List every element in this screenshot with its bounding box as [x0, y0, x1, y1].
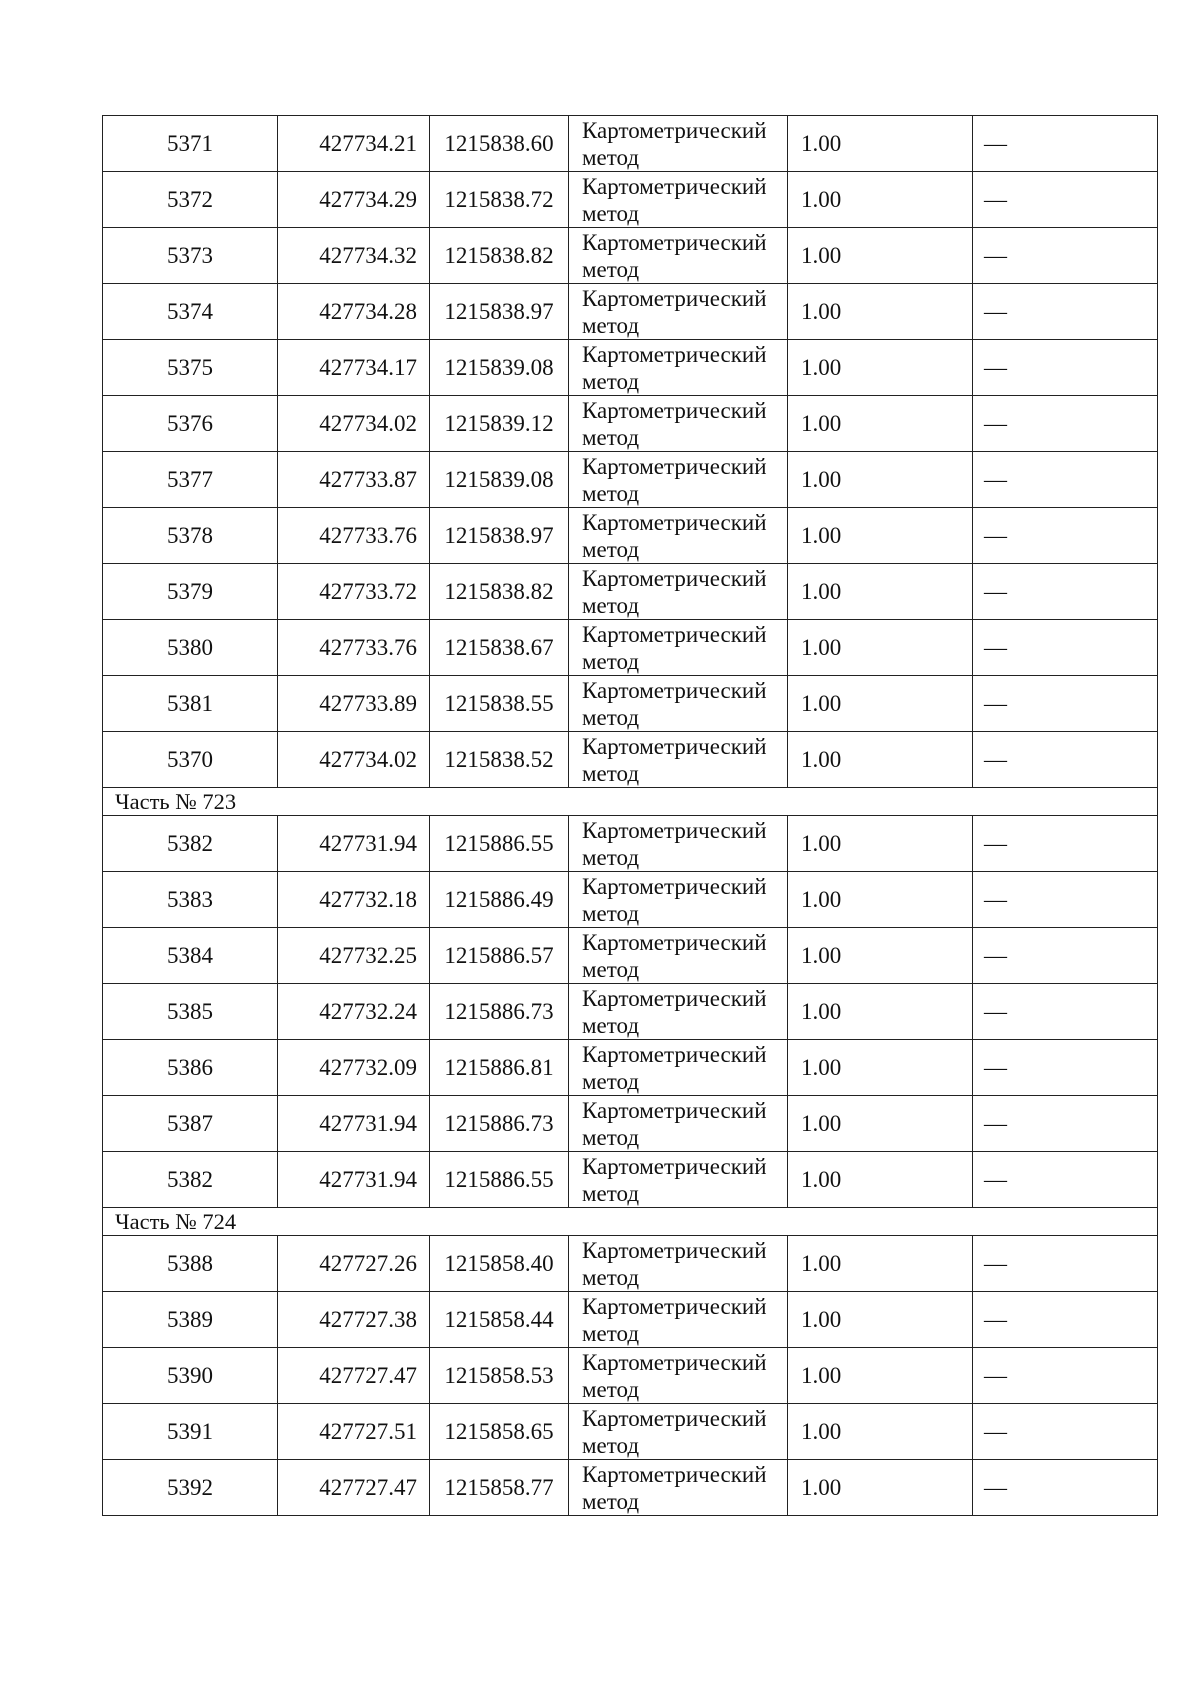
y-coordinate-cell: 1215886.55 — [430, 816, 569, 872]
x-coordinate-cell: 427734.32 — [278, 228, 430, 284]
table-row — [103, 872, 1158, 928]
coordinates-table-body — [103, 116, 1158, 1516]
y-coordinate-cell: 1215886.49 — [430, 872, 569, 928]
method-text-line1: Картометрический — [582, 453, 767, 479]
method-text-line2: метод — [582, 648, 640, 674]
accuracy-cell: 1.00 — [788, 1348, 973, 1404]
accuracy-cell: 1.00 — [788, 340, 973, 396]
point-number-cell: 5381 — [103, 676, 278, 732]
y-coordinate-cell: 1215838.52 — [430, 732, 569, 788]
method-text-line1: Картометрический — [582, 1041, 767, 1067]
method-text-line1: Картометрический — [582, 117, 767, 143]
point-number-cell: 5372 — [103, 172, 278, 228]
method-text-line2: метод — [582, 1432, 640, 1458]
description-cell: — — [973, 816, 1158, 872]
method-text-line1: Картометрический — [582, 397, 767, 423]
method-cell — [569, 172, 788, 228]
x-coordinate-cell: 427727.38 — [278, 1292, 430, 1348]
y-coordinate-cell: 1215886.57 — [430, 928, 569, 984]
accuracy-cell: 1.00 — [788, 620, 973, 676]
point-number-cell: 5392 — [103, 1460, 278, 1516]
method-text-line2: метод — [582, 1376, 640, 1402]
method-text-line2: метод — [582, 760, 640, 786]
description-cell: — — [973, 1096, 1158, 1152]
description-cell: — — [973, 1152, 1158, 1208]
y-coordinate-cell: 1215886.73 — [430, 1096, 569, 1152]
table-row — [103, 1236, 1158, 1292]
x-coordinate-cell: 427734.17 — [278, 340, 430, 396]
method-cell — [569, 284, 788, 340]
point-number-cell: 5385 — [103, 984, 278, 1040]
point-number-cell: 5371 — [103, 116, 278, 172]
y-coordinate-cell: 1215858.77 — [430, 1460, 569, 1516]
table-row — [103, 732, 1158, 788]
method-text-line2: метод — [582, 256, 640, 282]
point-number-cell: 5387 — [103, 1096, 278, 1152]
description-cell: — — [973, 732, 1158, 788]
method-text-line2: метод — [582, 144, 640, 170]
description-cell: — — [973, 1292, 1158, 1348]
method-cell — [569, 452, 788, 508]
y-coordinate-cell: 1215838.82 — [430, 564, 569, 620]
section-title: Часть № 724 — [103, 1208, 1158, 1236]
method-text-line2: метод — [582, 480, 640, 506]
method-cell — [569, 732, 788, 788]
accuracy-cell: 1.00 — [788, 1404, 973, 1460]
x-coordinate-cell: 427732.18 — [278, 872, 430, 928]
y-coordinate-cell: 1215838.55 — [430, 676, 569, 732]
method-text-line1: Картометрический — [582, 173, 767, 199]
method-cell — [569, 1152, 788, 1208]
x-coordinate-cell: 427732.25 — [278, 928, 430, 984]
y-coordinate-cell: 1215838.72 — [430, 172, 569, 228]
table-row — [103, 1152, 1158, 1208]
accuracy-cell: 1.00 — [788, 1460, 973, 1516]
point-number-cell: 5379 — [103, 564, 278, 620]
y-coordinate-cell: 1215886.55 — [430, 1152, 569, 1208]
description-cell: — — [973, 1348, 1158, 1404]
method-text-line1: Картометрический — [582, 1293, 767, 1319]
x-coordinate-cell: 427734.28 — [278, 284, 430, 340]
method-text-line1: Картометрический — [582, 1405, 767, 1431]
method-text-line2: метод — [582, 1264, 640, 1290]
x-coordinate-cell: 427732.09 — [278, 1040, 430, 1096]
method-cell — [569, 1460, 788, 1516]
accuracy-cell: 1.00 — [788, 928, 973, 984]
point-number-cell: 5389 — [103, 1292, 278, 1348]
method-text-line1: Картометрический — [582, 929, 767, 955]
accuracy-cell: 1.00 — [788, 676, 973, 732]
method-cell — [569, 396, 788, 452]
y-coordinate-cell: 1215838.82 — [430, 228, 569, 284]
description-cell: — — [973, 452, 1158, 508]
method-text-line2: метод — [582, 1068, 640, 1094]
y-coordinate-cell: 1215886.73 — [430, 984, 569, 1040]
x-coordinate-cell: 427733.87 — [278, 452, 430, 508]
method-cell — [569, 1404, 788, 1460]
accuracy-cell: 1.00 — [788, 172, 973, 228]
method-text-line2: метод — [582, 1180, 640, 1206]
method-cell — [569, 1040, 788, 1096]
table-row — [103, 1404, 1158, 1460]
method-cell — [569, 340, 788, 396]
point-number-cell: 5388 — [103, 1236, 278, 1292]
method-text-line1: Картометрический — [582, 733, 767, 759]
point-number-cell: 5391 — [103, 1404, 278, 1460]
y-coordinate-cell: 1215838.67 — [430, 620, 569, 676]
method-text-line2: метод — [582, 200, 640, 226]
method-cell — [569, 1096, 788, 1152]
description-cell: — — [973, 396, 1158, 452]
y-coordinate-cell: 1215838.60 — [430, 116, 569, 172]
table-row — [103, 816, 1158, 872]
point-number-cell: 5390 — [103, 1348, 278, 1404]
y-coordinate-cell: 1215838.97 — [430, 508, 569, 564]
method-cell — [569, 1292, 788, 1348]
accuracy-cell: 1.00 — [788, 872, 973, 928]
description-cell: — — [973, 284, 1158, 340]
method-text-line2: метод — [582, 1488, 640, 1514]
table-row — [103, 340, 1158, 396]
description-cell: — — [973, 872, 1158, 928]
y-coordinate-cell: 1215858.65 — [430, 1404, 569, 1460]
table-row — [103, 284, 1158, 340]
accuracy-cell: 1.00 — [788, 508, 973, 564]
table-row — [103, 396, 1158, 452]
description-cell: — — [973, 984, 1158, 1040]
method-text-line2: метод — [582, 536, 640, 562]
point-number-cell: 5383 — [103, 872, 278, 928]
description-cell: — — [973, 1236, 1158, 1292]
method-cell — [569, 116, 788, 172]
method-cell — [569, 676, 788, 732]
accuracy-cell: 1.00 — [788, 452, 973, 508]
method-cell — [569, 984, 788, 1040]
y-coordinate-cell: 1215858.40 — [430, 1236, 569, 1292]
section-header-row — [103, 1208, 1158, 1236]
description-cell: — — [973, 1404, 1158, 1460]
accuracy-cell: 1.00 — [788, 116, 973, 172]
method-text-line1: Картометрический — [582, 1349, 767, 1375]
x-coordinate-cell: 427733.72 — [278, 564, 430, 620]
method-text-line2: метод — [582, 956, 640, 982]
accuracy-cell: 1.00 — [788, 984, 973, 1040]
x-coordinate-cell: 427731.94 — [278, 1096, 430, 1152]
point-number-cell: 5384 — [103, 928, 278, 984]
point-number-cell: 5376 — [103, 396, 278, 452]
method-cell — [569, 1348, 788, 1404]
method-text-line1: Картометрический — [582, 817, 767, 843]
description-cell: — — [973, 340, 1158, 396]
x-coordinate-cell: 427727.47 — [278, 1460, 430, 1516]
table-row — [103, 452, 1158, 508]
x-coordinate-cell: 427734.21 — [278, 116, 430, 172]
section-header-row — [103, 788, 1158, 816]
point-number-cell: 5374 — [103, 284, 278, 340]
table-row — [103, 928, 1158, 984]
method-text-line2: метод — [582, 424, 640, 450]
method-cell — [569, 872, 788, 928]
y-coordinate-cell: 1215858.44 — [430, 1292, 569, 1348]
point-number-cell: 5373 — [103, 228, 278, 284]
accuracy-cell: 1.00 — [788, 564, 973, 620]
method-text-line1: Картометрический — [582, 1237, 767, 1263]
description-cell: — — [973, 228, 1158, 284]
method-text-line2: метод — [582, 1320, 640, 1346]
table-row — [103, 1292, 1158, 1348]
table-row — [103, 676, 1158, 732]
method-text-line1: Картометрический — [582, 621, 767, 647]
accuracy-cell: 1.00 — [788, 1236, 973, 1292]
method-cell — [569, 228, 788, 284]
accuracy-cell: 1.00 — [788, 1096, 973, 1152]
method-text-line2: метод — [582, 844, 640, 870]
description-cell: — — [973, 1040, 1158, 1096]
y-coordinate-cell: 1215886.81 — [430, 1040, 569, 1096]
table-row — [103, 508, 1158, 564]
method-text-line2: метод — [582, 592, 640, 618]
x-coordinate-cell: 427727.26 — [278, 1236, 430, 1292]
x-coordinate-cell: 427733.76 — [278, 620, 430, 676]
point-number-cell: 5375 — [103, 340, 278, 396]
table-row — [103, 1040, 1158, 1096]
y-coordinate-cell: 1215839.08 — [430, 452, 569, 508]
x-coordinate-cell: 427734.02 — [278, 732, 430, 788]
section-title: Часть № 723 — [103, 788, 1158, 816]
table-row — [103, 228, 1158, 284]
description-cell: — — [973, 172, 1158, 228]
method-text-line1: Картометрический — [582, 229, 767, 255]
method-text-line2: метод — [582, 704, 640, 730]
description-cell: — — [973, 116, 1158, 172]
x-coordinate-cell: 427733.89 — [278, 676, 430, 732]
method-text-line1: Картометрический — [582, 873, 767, 899]
description-cell: — — [973, 676, 1158, 732]
method-cell — [569, 816, 788, 872]
method-text-line2: метод — [582, 368, 640, 394]
description-cell: — — [973, 564, 1158, 620]
method-text-line1: Картометрический — [582, 341, 767, 367]
point-number-cell: 5382 — [103, 1152, 278, 1208]
method-text-line1: Картометрический — [582, 985, 767, 1011]
table-row — [103, 1096, 1158, 1152]
x-coordinate-cell: 427733.76 — [278, 508, 430, 564]
accuracy-cell: 1.00 — [788, 284, 973, 340]
point-number-cell: 5377 — [103, 452, 278, 508]
accuracy-cell: 1.00 — [788, 1040, 973, 1096]
accuracy-cell: 1.00 — [788, 1292, 973, 1348]
method-text-line1: Картометрический — [582, 509, 767, 535]
coordinates-table — [102, 115, 1158, 1516]
method-text-line1: Картометрический — [582, 1097, 767, 1123]
point-number-cell: 5380 — [103, 620, 278, 676]
point-number-cell: 5378 — [103, 508, 278, 564]
point-number-cell: 5386 — [103, 1040, 278, 1096]
table-row — [103, 620, 1158, 676]
method-text-line1: Картометрический — [582, 677, 767, 703]
accuracy-cell: 1.00 — [788, 228, 973, 284]
description-cell: — — [973, 1460, 1158, 1516]
method-text-line1: Картометрический — [582, 285, 767, 311]
x-coordinate-cell: 427732.24 — [278, 984, 430, 1040]
method-text-line1: Картометрический — [582, 565, 767, 591]
table-row — [103, 1348, 1158, 1404]
x-coordinate-cell: 427727.51 — [278, 1404, 430, 1460]
method-cell — [569, 620, 788, 676]
table-row — [103, 984, 1158, 1040]
method-text-line2: метод — [582, 1012, 640, 1038]
accuracy-cell: 1.00 — [788, 816, 973, 872]
x-coordinate-cell: 427727.47 — [278, 1348, 430, 1404]
method-cell — [569, 928, 788, 984]
method-cell — [569, 564, 788, 620]
table-row — [103, 172, 1158, 228]
description-cell: — — [973, 508, 1158, 564]
table-row — [103, 1460, 1158, 1516]
method-text-line2: метод — [582, 900, 640, 926]
description-cell: — — [973, 928, 1158, 984]
method-cell — [569, 1236, 788, 1292]
method-cell — [569, 508, 788, 564]
y-coordinate-cell: 1215839.08 — [430, 340, 569, 396]
point-number-cell: 5370 — [103, 732, 278, 788]
method-text-line2: метод — [582, 1124, 640, 1150]
y-coordinate-cell: 1215858.53 — [430, 1348, 569, 1404]
method-text-line2: метод — [582, 312, 640, 338]
y-coordinate-cell: 1215839.12 — [430, 396, 569, 452]
method-text-line1: Картометрический — [582, 1461, 767, 1487]
x-coordinate-cell: 427734.29 — [278, 172, 430, 228]
table-row — [103, 564, 1158, 620]
x-coordinate-cell: 427731.94 — [278, 816, 430, 872]
accuracy-cell: 1.00 — [788, 396, 973, 452]
method-text-line1: Картометрический — [582, 1153, 767, 1179]
accuracy-cell: 1.00 — [788, 1152, 973, 1208]
accuracy-cell: 1.00 — [788, 732, 973, 788]
y-coordinate-cell: 1215838.97 — [430, 284, 569, 340]
table-row — [103, 116, 1158, 172]
point-number-cell: 5382 — [103, 816, 278, 872]
x-coordinate-cell: 427734.02 — [278, 396, 430, 452]
x-coordinate-cell: 427731.94 — [278, 1152, 430, 1208]
description-cell: — — [973, 620, 1158, 676]
